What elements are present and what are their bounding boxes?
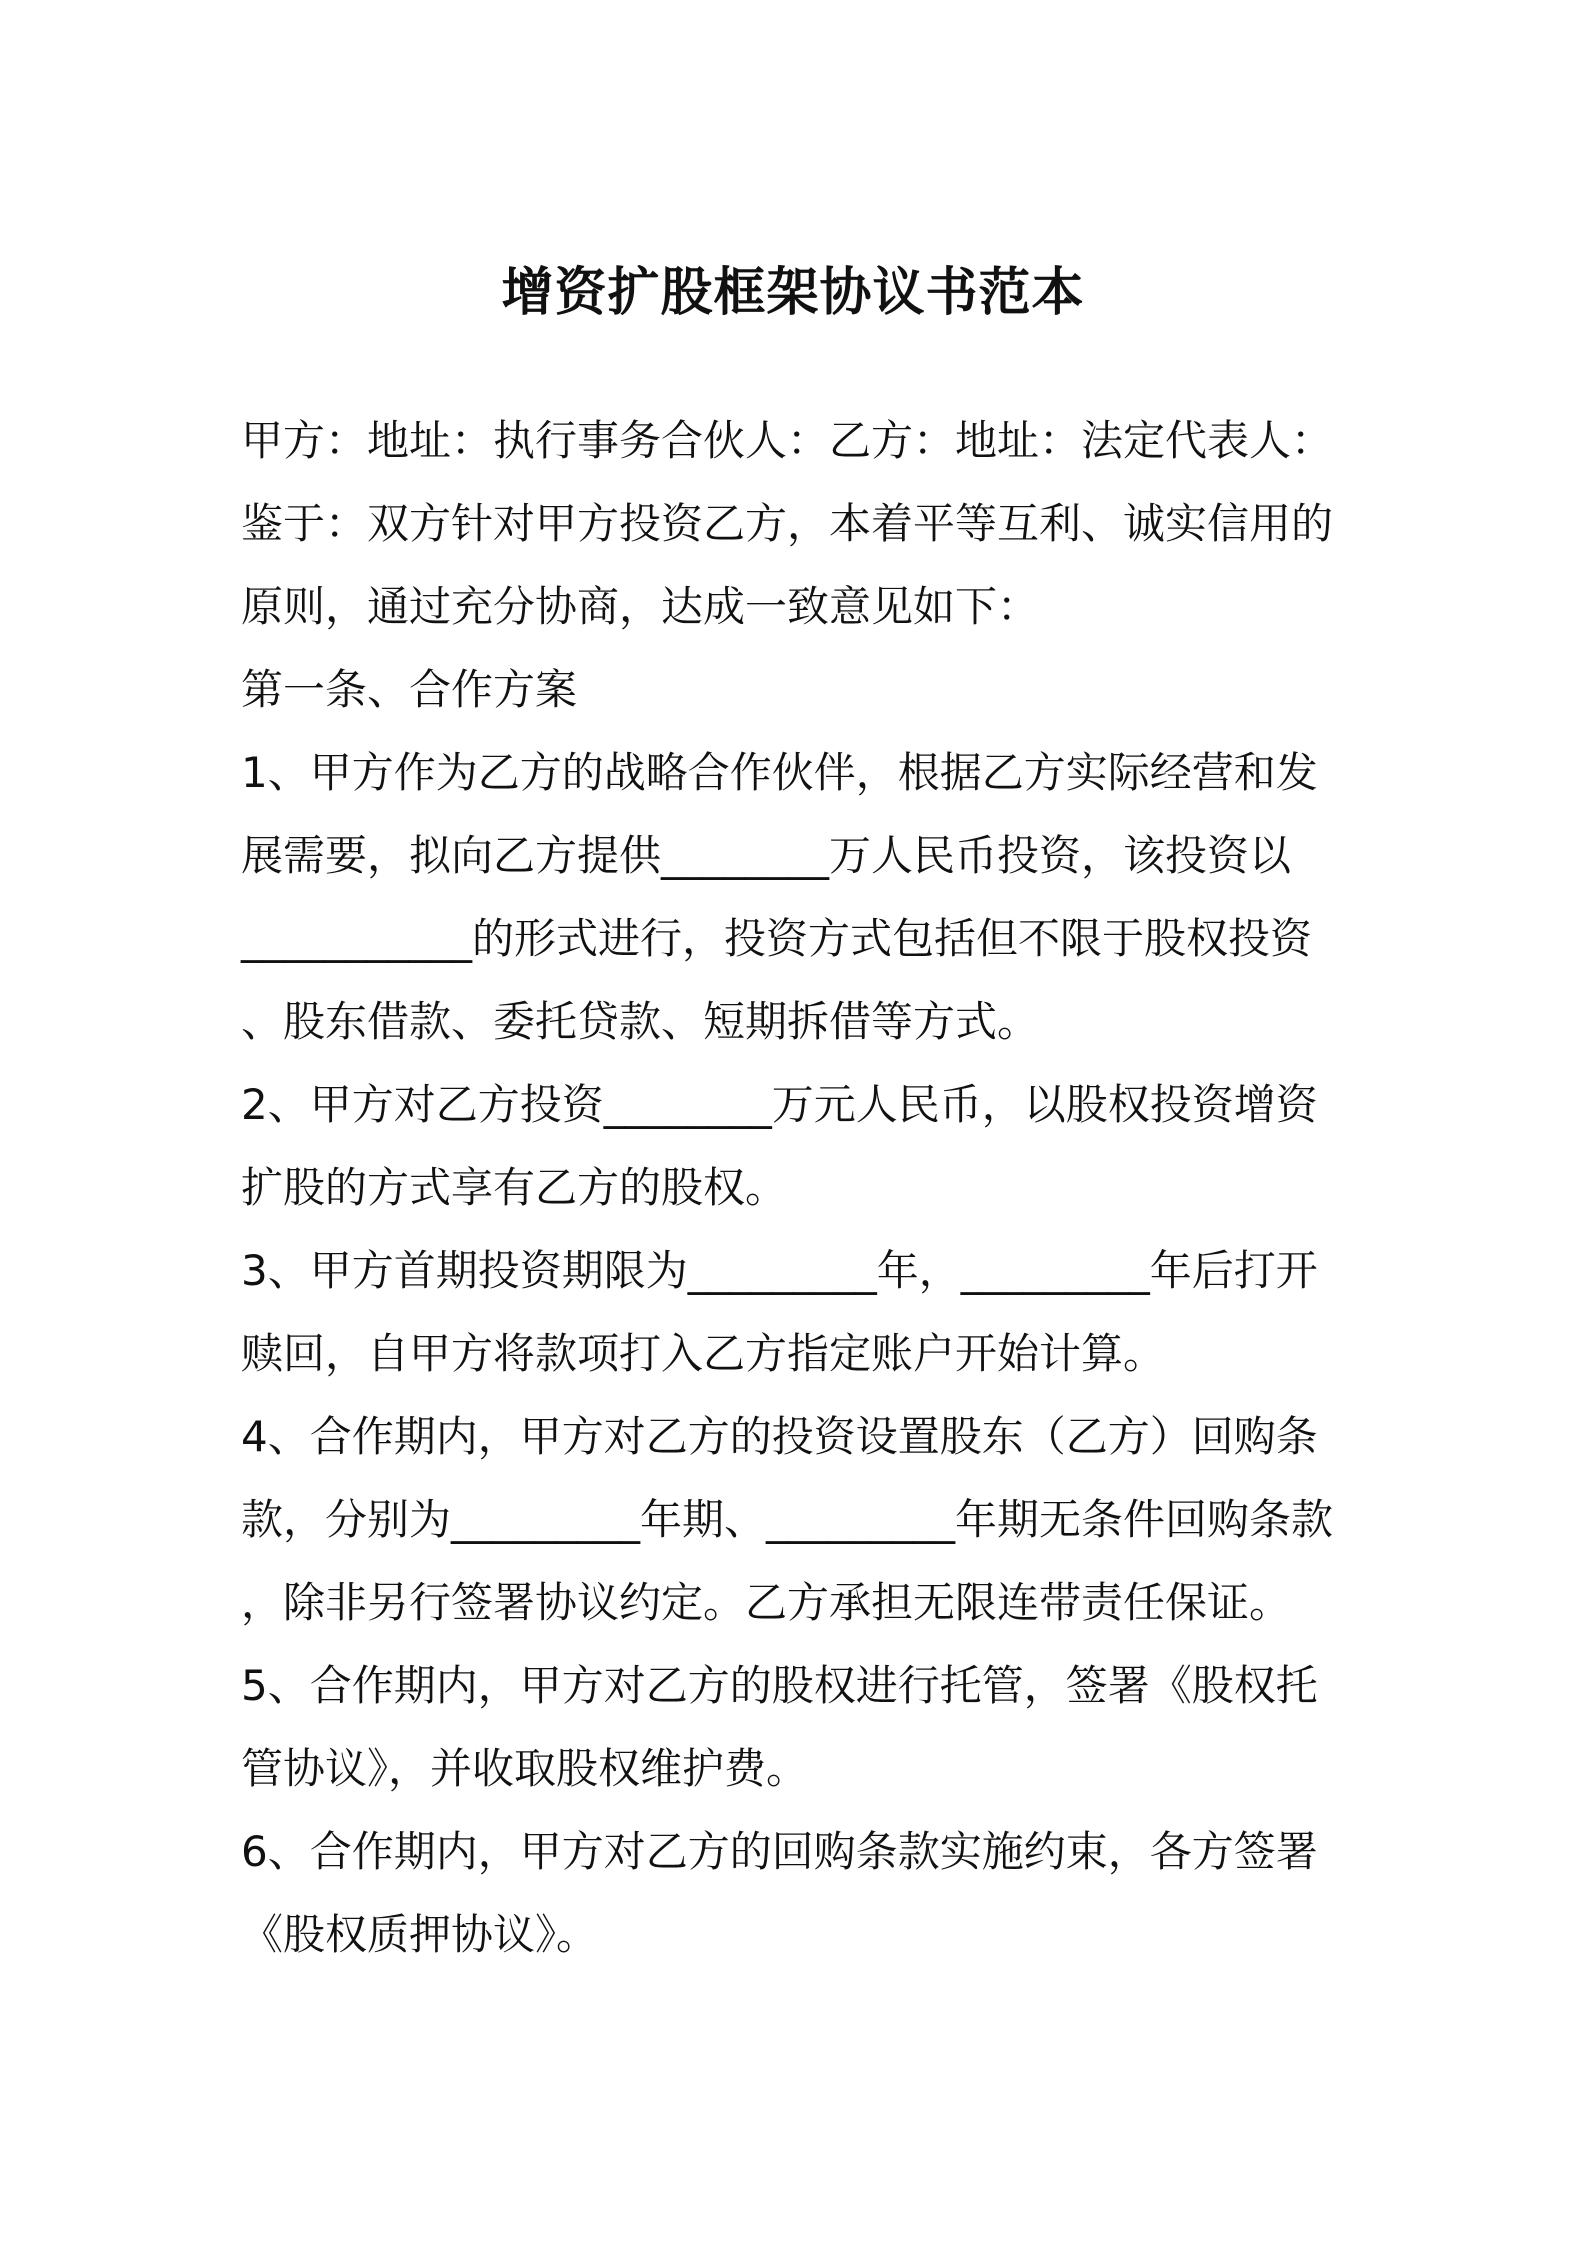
clause-3-line-2: 赎回，自甲方将款项打入乙方指定账户开始计算。 <box>241 1329 1166 1378</box>
clause-4-line-3: ，除非另行签署协议约定。乙方承担无限连带责任保证。 <box>241 1578 1292 1627</box>
clause-2-line-2: 扩股的方式享有乙方的股权。 <box>241 1163 788 1212</box>
clause-6-line-1: 6、合作期内，甲方对乙方的回购条款实施约束，各方签署 <box>241 1827 1318 1876</box>
clause-1-line-3: ___________的形式进行，投资方式包括但不限于股权投资 <box>241 914 1313 963</box>
clause-6-line-2: 《股权质押协议》。 <box>241 1910 599 1959</box>
clause-4-line-1: 4、合作期内，甲方对乙方的投资设置股东（乙方）回购条 <box>241 1412 1318 1461</box>
clause-4-line-2: 款，分别为_________年期、_________年期无条件回购条款 <box>241 1495 1334 1544</box>
clause-1-line-4: 、股东借款、委托贷款、短期拆借等方式。 <box>241 997 1040 1046</box>
preamble-line-2: 原则，通过充分协商，达成一致意见如下： <box>241 582 1040 631</box>
clause-1-line-1: 1、甲方作为乙方的战略合作伙伴，根据乙方实际经营和发 <box>241 748 1318 797</box>
document-title: 增资扩股框架协议书范本 <box>501 263 1085 323</box>
clause-2-line-1: 2、甲方对乙方投资________万元人民币，以股权投资增资 <box>241 1080 1318 1129</box>
preamble-line-1: 鉴于：双方针对甲方投资乙方，本着平等互利、诚实信用的 <box>241 499 1334 548</box>
party-info-line: 甲方：地址：执行事务合伙人：乙方：地址：法定代表人： <box>241 416 1334 465</box>
clause-1-line-2: 展需要，拟向乙方提供________万人民币投资，该投资以 <box>241 831 1292 880</box>
clause-5-line-2: 管协议》，并收取股权维护费。 <box>241 1744 809 1793</box>
clause-5-line-1: 5、合作期内，甲方对乙方的股权进行托管，签署《股权托 <box>241 1661 1318 1710</box>
clause-3-line-1: 3、甲方首期投资期限为_________年，_________年后打开 <box>241 1246 1318 1295</box>
article-1-heading: 第一条、合作方案 <box>241 665 578 714</box>
